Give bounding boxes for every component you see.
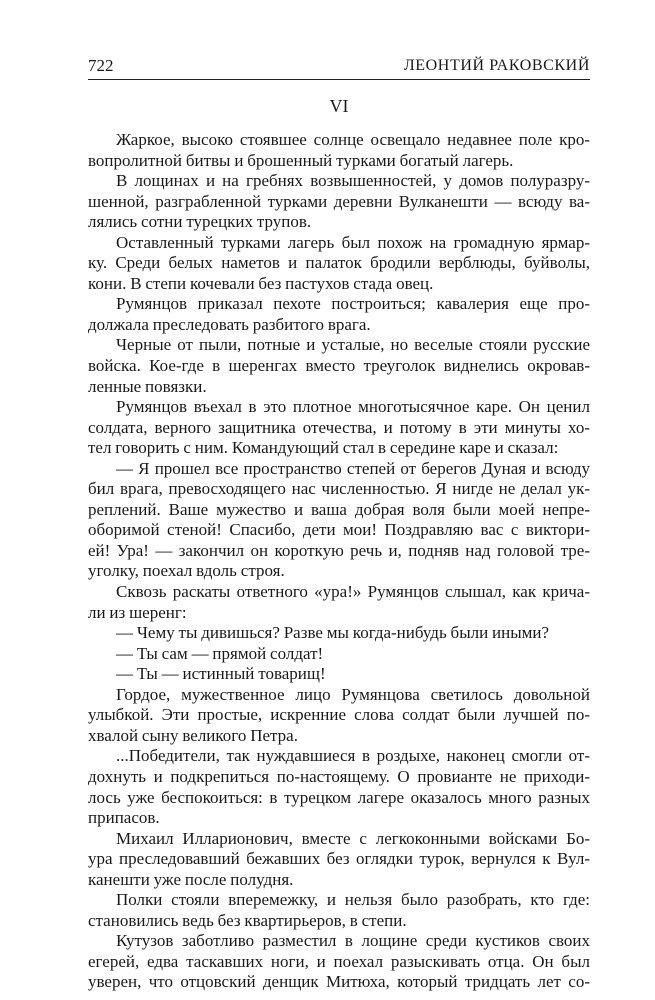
text-line: шенной, разграбленной турками деревни Вулканешти — всюду ва- (88, 191, 590, 211)
text-line: войска. Кое-где в шеренгах вместо треуголок виднелись окровав- (88, 356, 590, 376)
text-line: становились ведь без квартирьеров, в степи. (88, 910, 407, 930)
text-line: — Ты сам — прямой солдат! (116, 643, 324, 663)
chapter-number: VI (329, 96, 349, 116)
text-line: — Чему ты дивишься? Разве мы когда-нибудь были иными? (116, 623, 550, 643)
text-line: припасов. (88, 808, 160, 828)
text-line: егерей, едва таскавших ноги, и поехал разыскивать отца. Он был (88, 951, 590, 971)
text-line: тел говорить с ним. Командующий стал в середине каре и сказал: (88, 438, 559, 458)
text-line: Румянцов въехал в это плотное многотысячное каре. Он ценил (116, 397, 590, 417)
running-title: ЛЕОНТИЙ РАКОВСКИЙ (403, 57, 590, 74)
text-line: реплений. Ваше мужество и ваша добрая воля были моей непре- (88, 499, 590, 519)
page-number: 722 (88, 56, 114, 75)
text-line: уверен, что отцовский денщик Митюха, который тридцать лет со- (88, 972, 590, 992)
text-line: Жаркое, высоко стоявшее солнце освещало недавнее поле кро- (116, 130, 590, 149)
running-head (88, 55, 590, 80)
text-line: Кутузов заботливо разместил в лощине среди кустиков своих (116, 931, 590, 951)
text-line: ли из шеренг: (88, 602, 187, 622)
text-line: вопролитной битвы и брошенный турками богатый лагерь. (88, 150, 514, 170)
text-line: ура преследовавший бежавших без оглядки турок, вернулся к Вул- (88, 849, 590, 869)
text-line: дохнуть и подкрепиться по-настоящему. О провианте не приходи- (88, 766, 590, 786)
text-line: Оставленный турками лагерь был похож на громадную ярмар- (116, 232, 590, 252)
text-line: кони. В степи кочевали без пастухов стада овец. (88, 273, 434, 293)
text-line: ленные повязки. (88, 376, 207, 396)
body-text (88, 130, 590, 993)
text-line: уголку, поехал вдоль строя. (88, 561, 285, 581)
text-line: Румянцов приказал пехоте построиться; кавалерия еще про- (116, 294, 590, 314)
text-line: оборимой стеной! Спасибо, дети мои! Поздравляю вас с виктори- (88, 520, 590, 540)
text-line: Михаил Илларионович, вместе с легкоконными войсками Бо- (116, 828, 590, 848)
text-line: лялись сотни турецких трупов. (88, 212, 312, 232)
text-line: солдата, верного защитника отечества, и потому в эти минуты хо- (88, 417, 590, 437)
text-line: ...Победители, так нуждавшиеся в роздыхе, наконец смогли от- (116, 746, 590, 766)
text-line: ей! Ура! — закончил он короткую речь и, подняв над головой тре- (88, 540, 590, 560)
text-line: Черные от пыли, потные и усталые, но веселые стояли русские (116, 335, 590, 355)
text-line: — Ты — истинный товарищ! (116, 664, 326, 684)
text-line: бил врага, превосходящего нас численностью. Я нигде не делал ук- (88, 479, 590, 499)
text-line: хвалой сыну великого Петра. (88, 725, 298, 745)
text-line: канешти уже после полудня. (88, 869, 294, 889)
text-line: Полки стояли вперемежку, и нельзя было разобрать, кто где: (116, 890, 590, 910)
text-line: Гордое, мужественное лицо Румянцова светилось довольной (116, 684, 590, 704)
text-line: Сквозь раскаты ответного «ура!» Румянцов слышал, как крича- (116, 582, 590, 602)
text-line: должала преследовать разбитого врага. (88, 314, 371, 334)
text-line: лось уже беспокоиться: в турецком лагере оказалось много разных (88, 787, 590, 807)
text-line: В лощинах и на гребнях возвышенностей, у домов полуразру- (116, 171, 590, 191)
text-line: — Я прошел все пространство степей от берегов Дуная и всюду (116, 458, 590, 478)
text-line: улыбкой. Эти простые, искренние слова солдат были лучшей по- (88, 705, 590, 725)
text-line: ку. Среди белых наметов и палаток бродили верблюды, буйволы, (88, 253, 590, 273)
